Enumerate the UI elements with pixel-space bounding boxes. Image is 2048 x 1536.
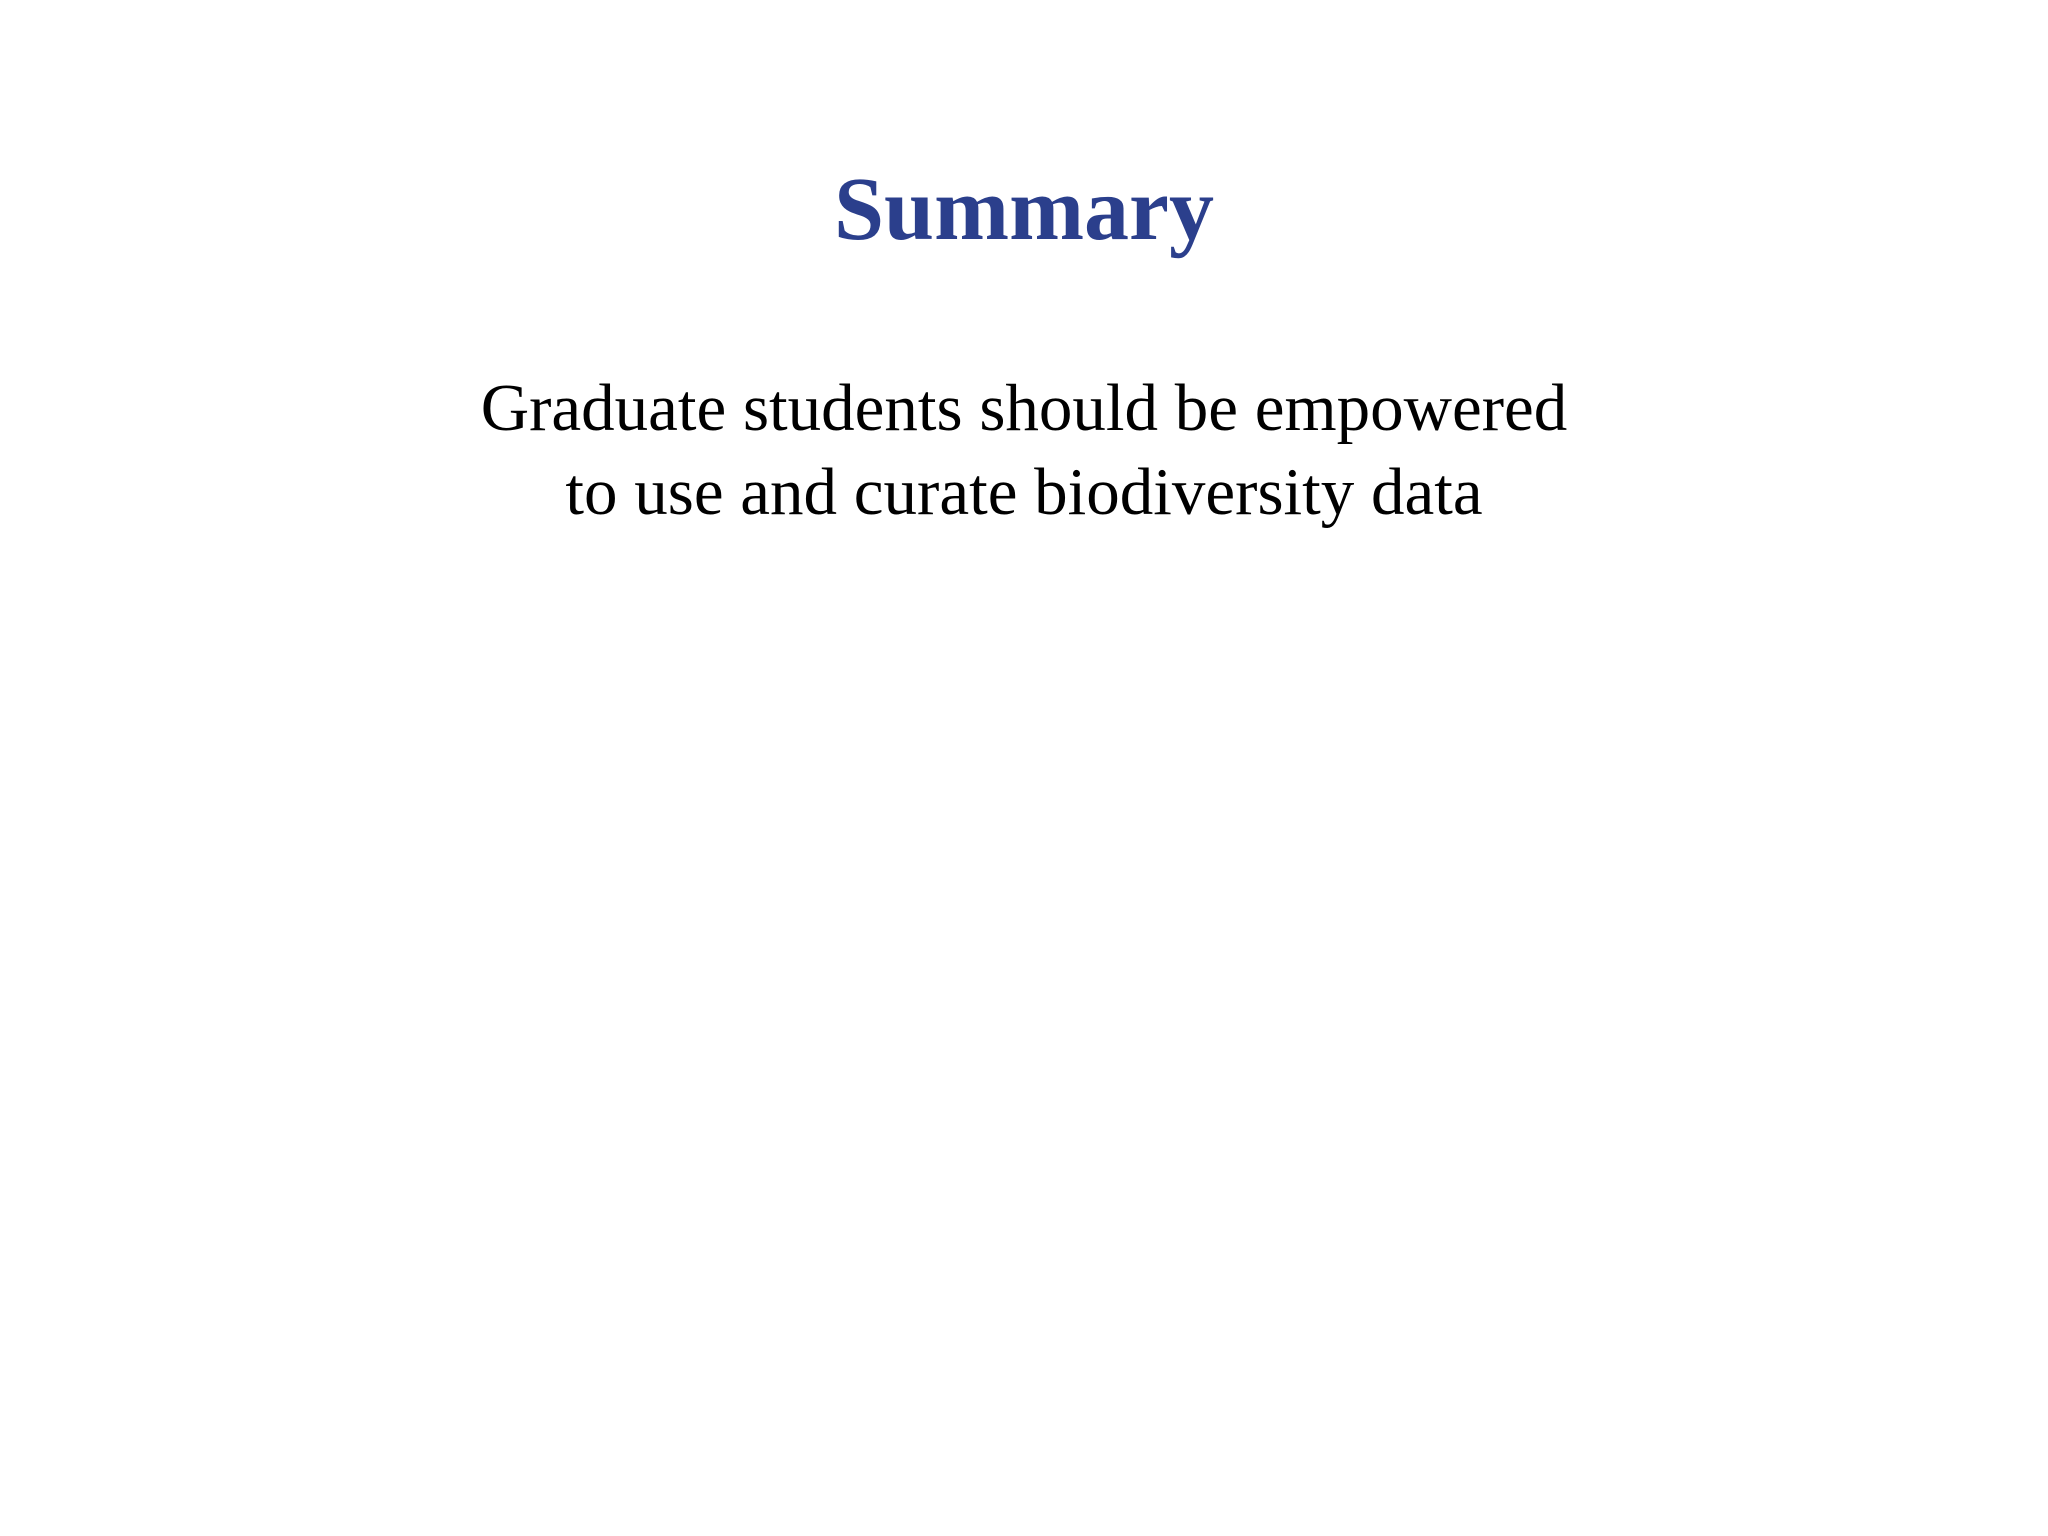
slide-title: Summary: [834, 160, 1214, 259]
slide-body: [0, 366, 2048, 534]
body-line-2: to use and curate biodiversity data: [565, 455, 1483, 529]
body-line-1: Graduate students should be empowered: [480, 371, 1568, 445]
